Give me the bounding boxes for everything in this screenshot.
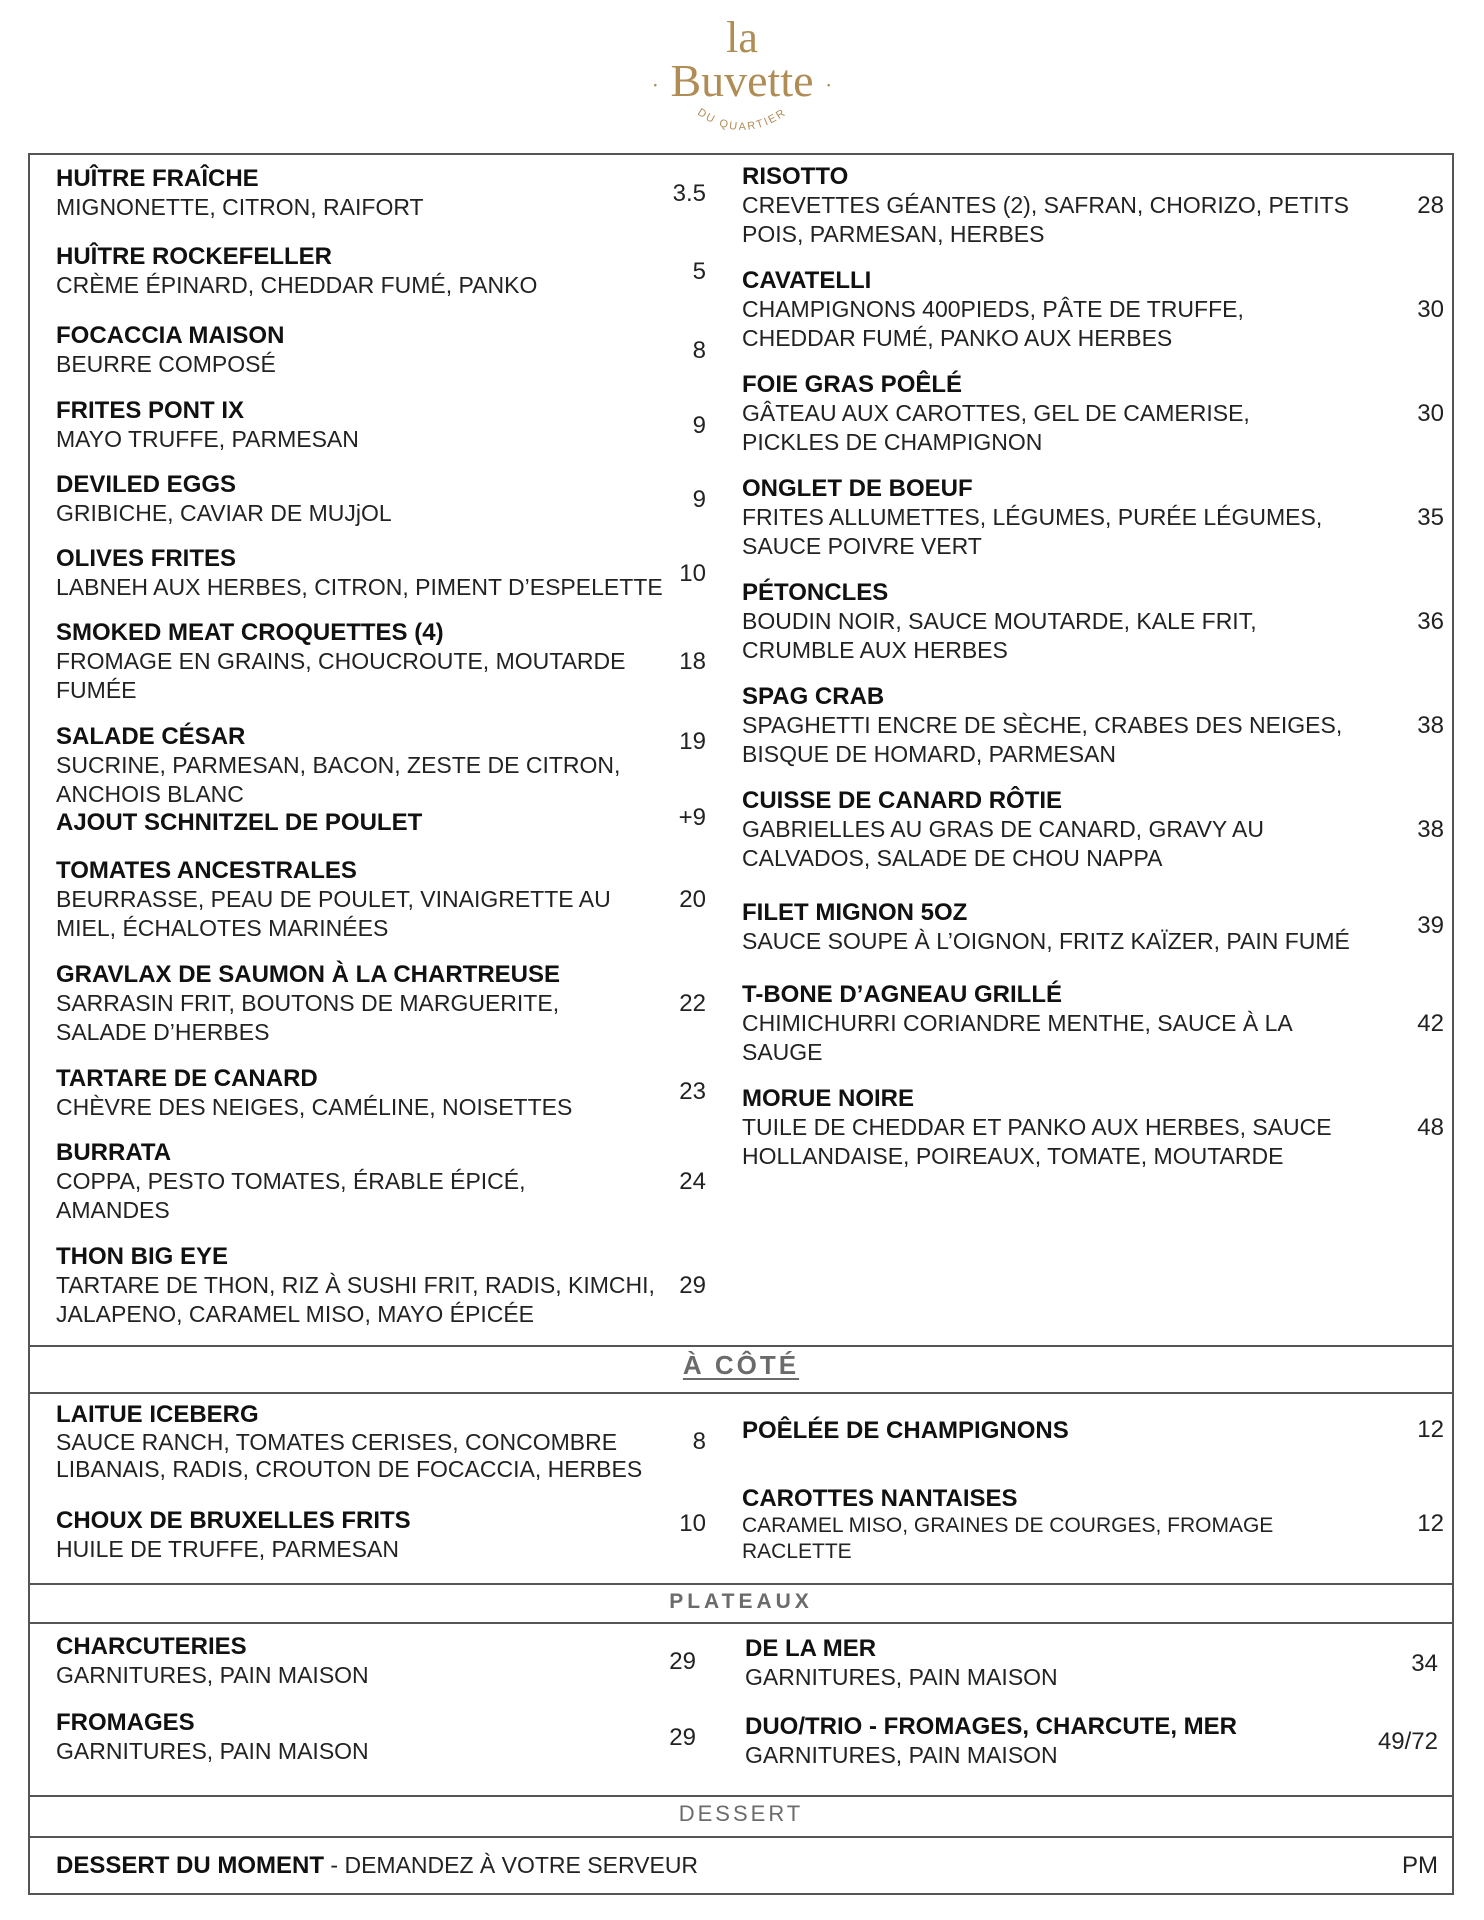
- item-description: - DEMANDEZ À VOTRE SERVEUR: [324, 1852, 699, 1878]
- item-price: 29: [669, 1648, 696, 1675]
- item-price: 30: [1417, 296, 1444, 323]
- item-description: BEURRE COMPOSÉ: [56, 351, 276, 377]
- item-name: AJOUT SCHNITZEL DE POULET: [56, 809, 423, 836]
- item-name: DEVILED EGGS: [56, 471, 237, 498]
- item-price: +9: [678, 804, 706, 831]
- item-name: HUÎTRE FRAÎCHE: [56, 165, 259, 192]
- item-name: FILET MIGNON 5OZ: [742, 899, 968, 926]
- item-description: FRITES ALLUMETTES, LÉGUMES, PURÉE LÉGUMES, SAUCE POIVRE VERT: [742, 504, 1323, 559]
- item-price: 30: [1417, 400, 1444, 427]
- item-price: 38: [1417, 816, 1444, 843]
- item-name: BURRATA: [56, 1139, 172, 1166]
- item-description: LABNEH AUX HERBES, CITRON, PIMENT D’ESPELETTE: [56, 574, 663, 600]
- item-price: 10: [679, 560, 706, 587]
- logo-tagline-arc: [600, 10, 884, 140]
- item-name: DESSERT DU MOMENT: [56, 1852, 325, 1879]
- item-name: TOMATES ANCESTRALES: [56, 857, 357, 884]
- item-name: SMOKED MEAT CROQUETTES (4): [56, 619, 444, 646]
- item-description: CARAMEL MISO, GRAINES DE COURGES, FROMAGE RACLETTE: [742, 1514, 1274, 1563]
- item-price: 24: [679, 1168, 706, 1195]
- menu-item: [56, 856, 656, 943]
- item-name: SPAG CRAB: [742, 683, 885, 710]
- item-name: MORUE NOIRE: [742, 1085, 915, 1112]
- item-description: CHAMPIGNONS 400PIEDS, PÂTE DE TRUFFE, CHEDDAR FUMÉ, PANKO AUX HERBES: [742, 296, 1244, 351]
- platter-item: [745, 1712, 1365, 1770]
- item-name: CHARCUTERIES: [56, 1633, 247, 1660]
- section-title-cote: À CÔTÉ: [682, 1350, 800, 1380]
- item-name: SALADE CÉSAR: [56, 723, 246, 750]
- menu-item: [56, 960, 656, 1047]
- item-price: PM: [1402, 1852, 1438, 1879]
- menu-item: [56, 1242, 666, 1329]
- divider-cote-top: [28, 1345, 1454, 1347]
- item-description: CHIMICHURRI CORIANDRE MENTHE, SAUCE À LA SAUGE: [742, 1010, 1292, 1065]
- item-price: 8: [692, 337, 706, 364]
- item-description: CRÈME ÉPINARD, CHEDDAR FUMÉ, PANKO: [56, 272, 538, 298]
- item-price: 48: [1417, 1114, 1444, 1141]
- item-description: GARNITURES, PAIN MAISON: [56, 1662, 369, 1688]
- item-price: 3.5: [672, 180, 706, 207]
- item-description: BOUDIN NOIR, SAUCE MOUTARDE, KALE FRIT, CRUMBLE AUX HERBES: [742, 608, 1257, 663]
- item-description: TUILE DE CHEDDAR ET PANKO AUX HERBES, SAUCE HOLLANDAISE, POIREAUX, TOMATE, MOUTARDE: [742, 1114, 1332, 1169]
- item-description: CREVETTES GÉANTES (2), SAFRAN, CHORIZO, PETITS POIS, PARMESAN, HERBES: [742, 192, 1350, 247]
- menu-item: [742, 682, 1362, 769]
- menu-item: [56, 544, 666, 602]
- menu-item: [742, 370, 1302, 457]
- side-item: [742, 1416, 1342, 1445]
- item-description: CHÈVRE DES NEIGES, CAMÉLINE, NOISETTES: [56, 1094, 573, 1120]
- section-title-dessert: DESSERT: [678, 1801, 804, 1826]
- item-description: SAUCE RANCH, TOMATES CERISES, CONCOMBRE LIBANAIS, RADIS, CROUTON DE FOCACCIA, HERBES: [56, 1429, 643, 1482]
- item-price: 49/72: [1377, 1728, 1438, 1755]
- item-name: DE LA MER: [745, 1635, 877, 1662]
- item-name: T-BONE D’AGNEAU GRILLÉ: [742, 981, 1063, 1008]
- section-title-plateaux: PLATEAUX: [669, 1590, 813, 1613]
- platter-item: [56, 1632, 656, 1690]
- item-name: TARTARE DE CANARD: [56, 1065, 318, 1092]
- menu-item: [742, 162, 1362, 249]
- menu-item: [56, 396, 656, 454]
- item-price: 35: [1417, 504, 1444, 531]
- side-item: [56, 1400, 656, 1483]
- item-description: HUILE DE TRUFFE, PARMESAN: [56, 1536, 399, 1562]
- item-description: MIGNONETTE, CITRON, RAIFORT: [56, 194, 424, 220]
- dessert-item: [56, 1852, 956, 1880]
- menu-item: [56, 164, 656, 222]
- menu-item: [742, 474, 1342, 561]
- item-name: FOIE GRAS POÊLÉ: [742, 371, 963, 398]
- item-price: 8: [692, 1428, 706, 1455]
- item-price: 12: [1417, 1416, 1444, 1443]
- item-price: 20: [679, 886, 706, 913]
- menu-item: [742, 898, 1362, 956]
- menu-item: [56, 242, 656, 300]
- item-price: 19: [679, 728, 706, 755]
- menu-item: [742, 786, 1302, 873]
- divider-plateaux-top: [28, 1583, 1454, 1585]
- menu-item: [742, 578, 1302, 665]
- logo-dot-right: ·: [825, 72, 833, 98]
- item-price: 9: [692, 412, 706, 439]
- logo-la: la: [726, 13, 758, 62]
- item-name: LAITUE ICEBERG: [56, 1401, 259, 1428]
- item-price: 22: [679, 990, 706, 1017]
- item-price: 23: [679, 1078, 706, 1105]
- item-name: CUISSE DE CANARD RÔTIE: [742, 787, 1063, 814]
- item-description: SPAGHETTI ENCRE DE SÈCHE, CRABES DES NEIGES, BISQUE DE HOMARD, PARMESAN: [742, 712, 1343, 767]
- side-item: [742, 1484, 1342, 1565]
- logo-buvette-text: Buvette: [670, 55, 814, 106]
- item-name: DUO/TRIO - FROMAGES, CHARCUTE, MER: [745, 1713, 1237, 1740]
- menu-item: [56, 808, 656, 837]
- item-description: GARNITURES, PAIN MAISON: [745, 1742, 1058, 1768]
- item-name: THON BIG EYE: [56, 1243, 229, 1270]
- item-price: 28: [1417, 192, 1444, 219]
- item-price: 12: [1417, 1510, 1444, 1537]
- divider-dessert-top: [28, 1795, 1454, 1797]
- item-name: HUÎTRE ROCKEFELLER: [56, 243, 332, 270]
- divider-cote-bottom: [28, 1392, 1454, 1394]
- item-description: BEURRASSE, PEAU DE POULET, VINAIGRETTE AU MIEL, ÉCHALOTES MARINÉES: [56, 886, 611, 941]
- item-description: GABRIELLES AU GRAS DE CANARD, GRAVY AU CALVADOS, SALADE DE CHOU NAPPA: [742, 816, 1264, 871]
- item-price: 18: [679, 648, 706, 675]
- item-description: TARTARE DE THON, RIZ À SUSHI FRIT, RADIS, KIMCHI, JALAPENO, CARAMEL MISO, MAYO ÉPICÉE: [56, 1272, 655, 1327]
- item-name: CHOUX DE BRUXELLES FRITS: [56, 1507, 411, 1534]
- item-name: RISOTTO: [742, 163, 849, 190]
- menu-item: [56, 1138, 616, 1225]
- item-name: OLIVES FRITES: [56, 545, 237, 572]
- item-name: ONGLET DE BOEUF: [742, 475, 973, 502]
- item-description: MAYO TRUFFE, PARMESAN: [56, 426, 359, 452]
- divider-dessert-bottom: [28, 1836, 1454, 1838]
- item-description: COPPA, PESTO TOMATES, ÉRABLE ÉPICÉ, AMANDES: [56, 1168, 526, 1223]
- item-price: 5: [692, 258, 706, 285]
- item-description: SUCRINE, PARMESAN, BACON, ZESTE DE CITRON, ANCHOIS BLANC: [56, 752, 621, 807]
- item-name: FRITES PONT IX: [56, 397, 245, 424]
- menu-item: [742, 980, 1302, 1067]
- item-price: 29: [679, 1272, 706, 1299]
- item-name: GRAVLAX DE SAUMON À LA CHARTREUSE: [56, 961, 561, 988]
- item-price: 39: [1417, 912, 1444, 939]
- item-price: 34: [1411, 1650, 1438, 1677]
- item-description: GARNITURES, PAIN MAISON: [745, 1664, 1058, 1690]
- item-name: FOCACCIA MAISON: [56, 322, 285, 349]
- item-price: 9: [692, 486, 706, 513]
- menu-item: [56, 1064, 656, 1122]
- item-description: SARRASIN FRIT, BOUTONS DE MARGUERITE, SALADE D’HERBES: [56, 990, 560, 1045]
- item-description: FROMAGE EN GRAINS, CHOUCROUTE, MOUTARDE FUMÉE: [56, 648, 626, 703]
- item-description: GRIBICHE, CAVIAR DE MUJjOL: [56, 500, 392, 526]
- divider-plateaux-bottom: [28, 1622, 1454, 1624]
- item-price: 29: [669, 1724, 696, 1751]
- item-price: 38: [1417, 712, 1444, 739]
- logo-tagline: DU QUARTIER: [695, 106, 789, 134]
- side-item: [56, 1506, 656, 1564]
- item-name: FROMAGES: [56, 1709, 195, 1736]
- menu-item: [56, 722, 656, 809]
- item-description: GARNITURES, PAIN MAISON: [56, 1738, 369, 1764]
- menu-item: [56, 470, 656, 528]
- item-price: 10: [679, 1510, 706, 1537]
- platter-item: [745, 1634, 1345, 1692]
- menu-item: [742, 1084, 1342, 1171]
- item-name: PÉTONCLES: [742, 579, 889, 606]
- item-name: POÊLÉE DE CHAMPIGNONS: [742, 1417, 1069, 1444]
- item-price: 42: [1417, 1010, 1444, 1037]
- item-name: CAVATELLI: [742, 267, 872, 294]
- item-price: 36: [1417, 608, 1444, 635]
- menu-item: [56, 321, 656, 379]
- item-name: CAROTTES NANTAISES: [742, 1485, 1018, 1512]
- platter-item: [56, 1708, 656, 1766]
- item-description: GÂTEAU AUX CAROTTES, GEL DE CAMERISE, PICKLES DE CHAMPIGNON: [742, 400, 1250, 455]
- logo-dot-left: ·: [651, 72, 659, 98]
- menu-item: [56, 618, 656, 705]
- item-description: SAUCE SOUPE À L’OIGNON, FRITZ KAÏZER, PAIN FUMÉ: [742, 928, 1350, 954]
- menu-item: [742, 266, 1302, 353]
- restaurant-logo: [600, 10, 884, 140]
